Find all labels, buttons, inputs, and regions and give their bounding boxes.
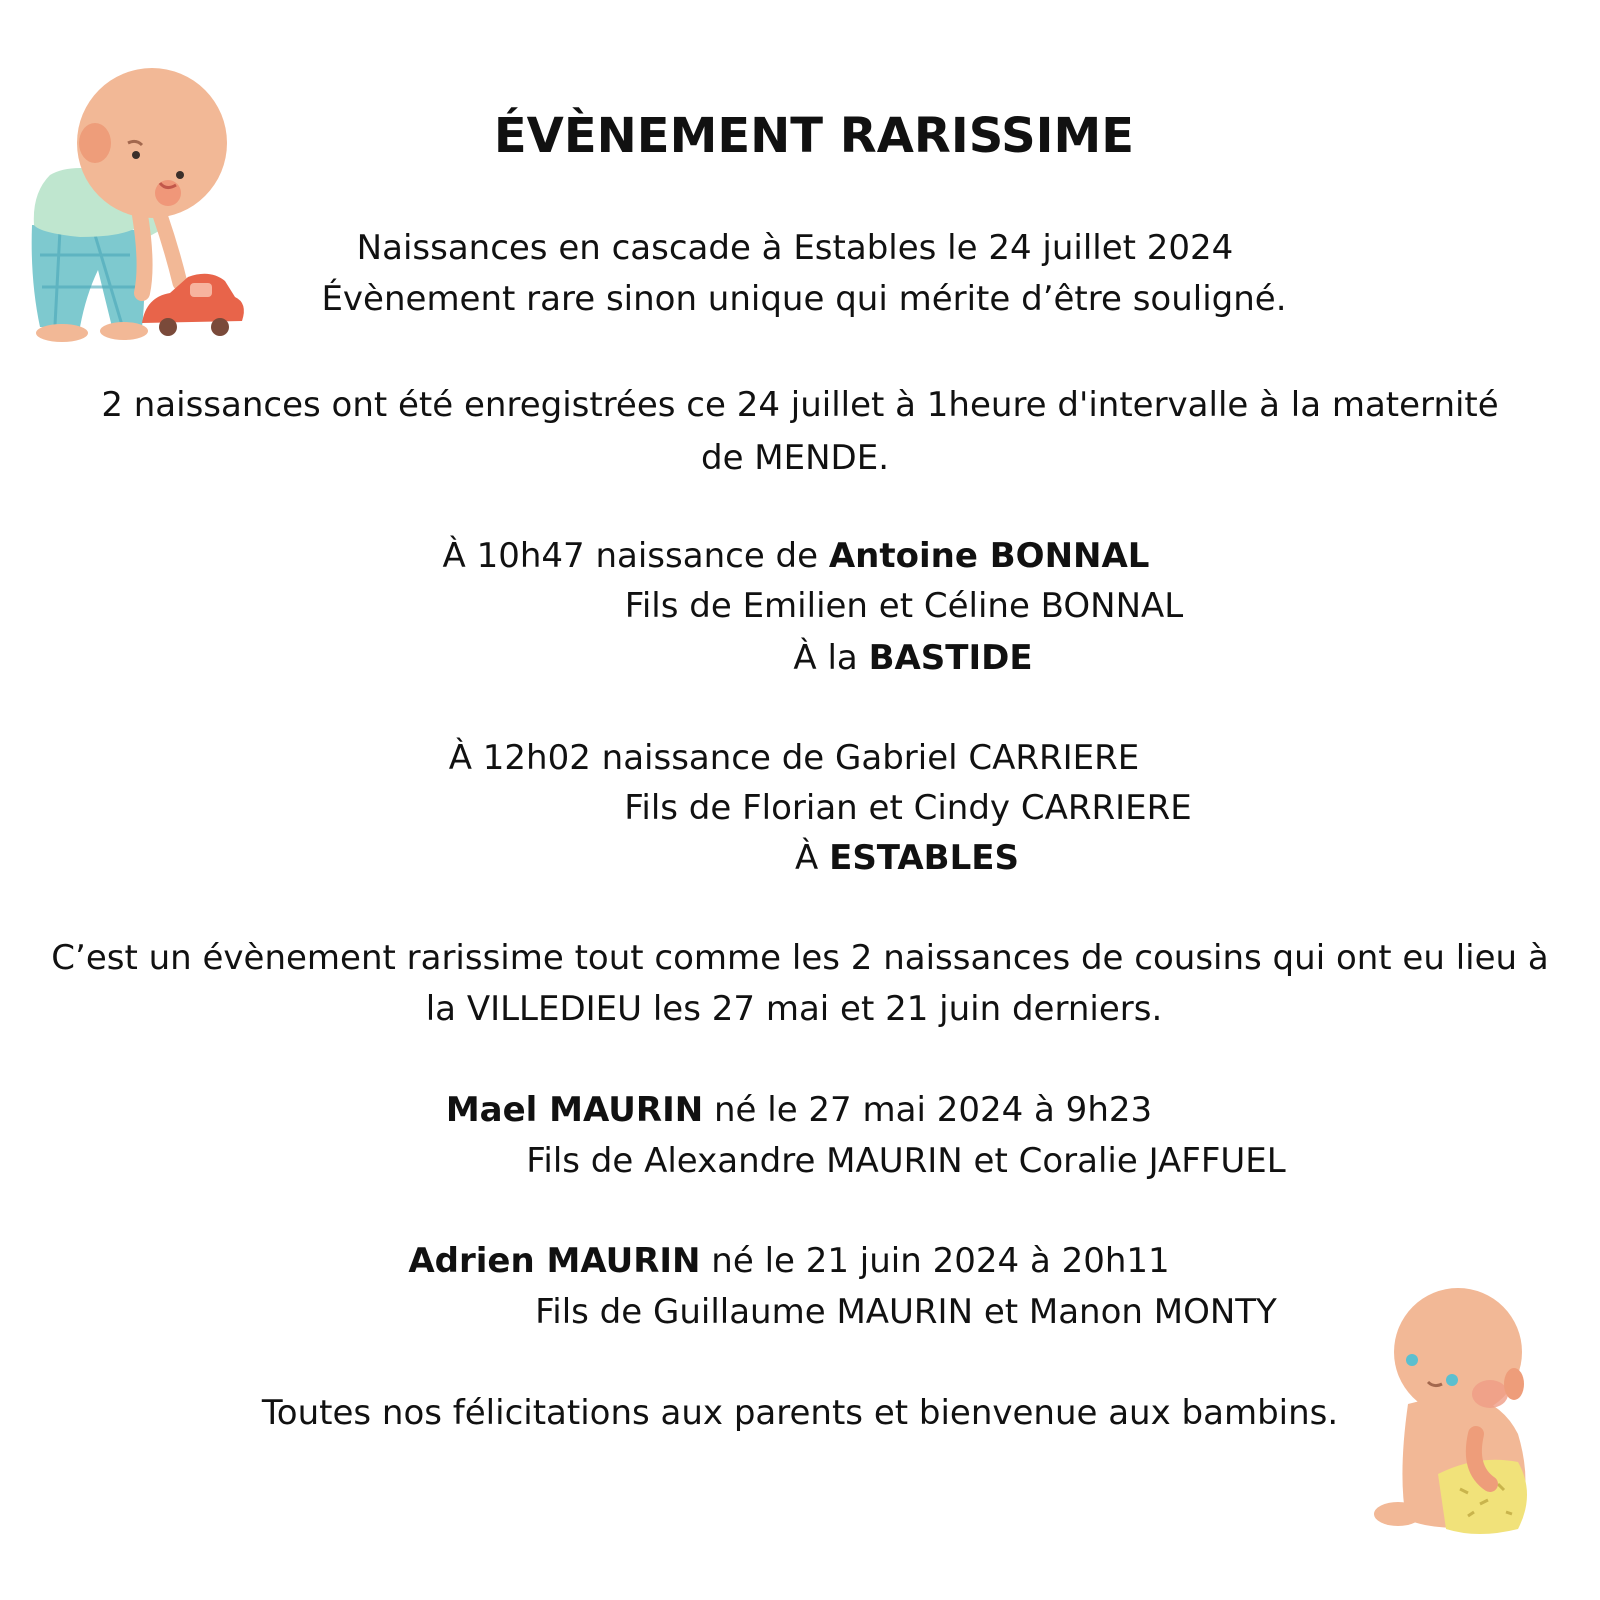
birth4-name: Adrien MAURIN xyxy=(408,1241,701,1281)
announcement-line-1: 2 naissances ont été enregistrées ce 24 juillet à 1heure d'intervalle à la maternité xyxy=(101,385,1499,425)
announcement-line-2: de MENDE. xyxy=(700,438,890,478)
birth4-suffix: né le 21 juin 2024 à 20h11 xyxy=(700,1241,1170,1281)
birth3-heading xyxy=(0,1088,1599,1132)
cousins-line-2: la VILLEDIEU les 27 mai et 21 juin derniers. xyxy=(425,989,1163,1029)
birth1-prefix: À 10h47 naissance de xyxy=(442,536,829,576)
page-title: ÉVÈNEMENT RARISSIME xyxy=(493,108,1135,164)
birth1-place-prefix: À la xyxy=(793,638,869,678)
birth2-place xyxy=(107,836,1600,880)
birth1-name: Antoine BONNAL xyxy=(828,536,1150,576)
birth3-suffix: né le 27 mai 2024 à 9h23 xyxy=(703,1090,1153,1130)
cousins-line-1: C’est un évènement rarissime tout comme les 2 naissances de cousins qui ont eu lieu à xyxy=(51,938,1549,978)
birth4-parents: Fils de Guillaume MAURIN et Manon MONTY xyxy=(535,1292,1277,1332)
birth4-heading xyxy=(0,1239,1589,1283)
birth1-place xyxy=(113,636,1600,680)
birth1-heading xyxy=(0,534,1596,578)
birth3-name: Mael MAURIN xyxy=(445,1090,704,1130)
birth2-place-name: ESTABLES xyxy=(829,838,1019,878)
birth1-place-name: BASTIDE xyxy=(868,638,1033,678)
birth1-parents: Fils de Emilien et Céline BONNAL xyxy=(624,586,1184,626)
birth2-heading: À 12h02 naissance de Gabriel CARRIERE xyxy=(448,738,1140,778)
birth3-parents: Fils de Alexandre MAURIN et Coralie JAFFUEL xyxy=(526,1141,1286,1181)
birth2-parents: Fils de Florian et Cindy CARRIERE xyxy=(624,788,1192,828)
intro-line-1: Naissances en cascade à Estables le 24 juillet 2024 xyxy=(356,228,1234,268)
intro-line-2: Évènement rare sinon unique qui mérite d’être souligné. xyxy=(321,279,1287,319)
closing-message: Toutes nos félicitations aux parents et bienvenue aux bambins. xyxy=(261,1393,1339,1433)
birth2-place-prefix: À xyxy=(795,838,830,878)
